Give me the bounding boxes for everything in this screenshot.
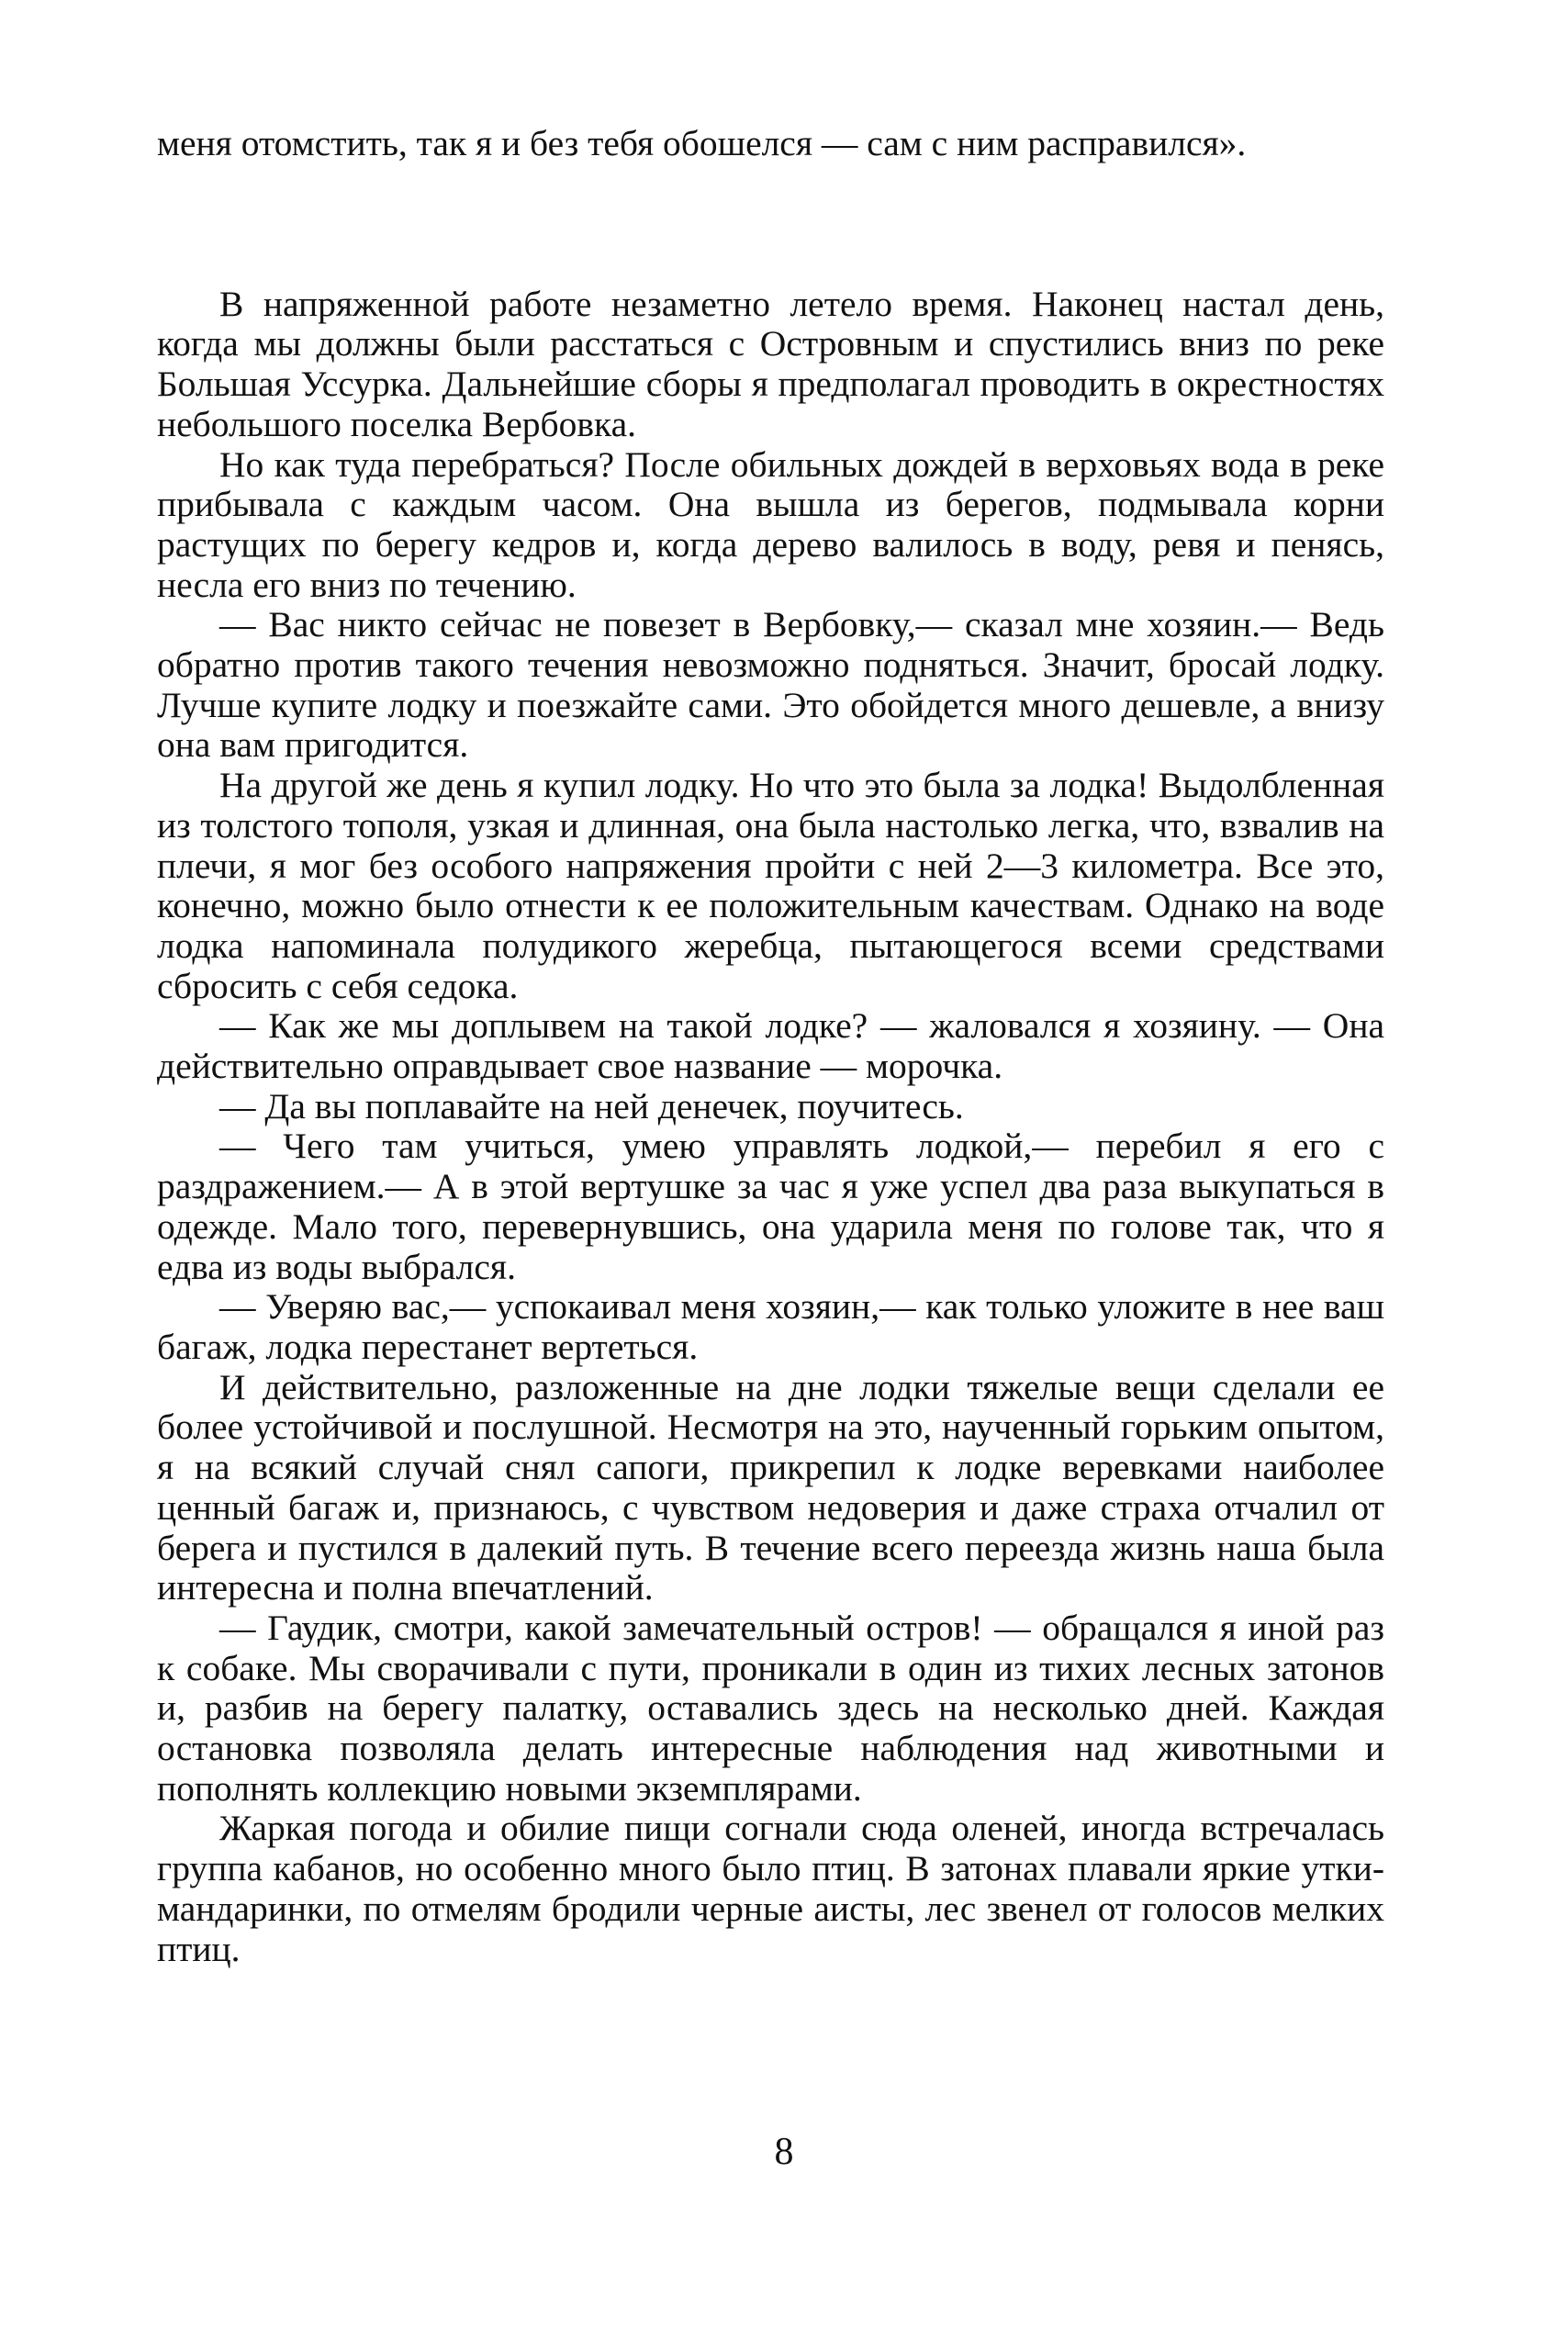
dialogue-paragraph: — Вас никто сейчас не повезет в Вербовку,— сказал мне хозяин.— Ведь обратно против такого течения невозможно подняться. Значит, бросай лодку. Лучше купите лодку и поезжайте сами. Это обойдется много дешевле, а внизу она вам пригодится.	[157, 604, 1384, 766]
dialogue-paragraph: — Гаудик, смотри, какой замечательный остров! — обращался я иной раз к собаке. Мы сворачивали с пути, проникали в один из тихих лесных затонов и, разбив на берегу палатку, оставались здесь на несколько дней. Каждая остановка позволяла делать интересные наблюдения над животными и пополнять коллекцию новыми экземплярами.	[157, 1607, 1384, 1809]
dialogue-paragraph: — Как же мы доплывем на такой лодке? — жаловался я хозяину. — Она действительно оправдывает свое название — морочка.	[157, 1005, 1384, 1087]
dialogue-paragraph: — Да вы поплавайте на ней денечек, поучитесь.	[219, 1085, 964, 1126]
continuation-paragraph: меня отомстить, так я и без тебя обошелся — сам с ним расправился».	[157, 123, 1247, 163]
paragraph: В напряженной работе незаметно летело время. Наконец настал день, когда мы должны были расстаться с Островным и спустились вниз по реке Большая Уссурка. Дальнейшие сборы я предполагал проводить в окрестностях небольшого поселка Вербовка.	[157, 283, 1384, 444]
page-body	[157, 124, 1384, 1969]
paragraph: На другой же день я купил лодку. Но что это была за лодка! Выдолбленная из толстого тополя, узкая и длинная, она была настолько легка, что, взвалив на плечи, я мог без особого напряжения пройти с ней 2—3 километра. Все это, конечно, можно было отнести к ее положительным качествам. Однако на воде лодка напоминала полудикого жеребца, пытающегося всеми средствами сбросить с себя седока.	[157, 765, 1384, 1006]
paragraph: И действительно, разложенные на дне лодки тяжелые вещи сделали ее более устойчивой и послушной. Несмотря на это, наученный горьким опытом, я на всякий случай снял сапоги, прикрепил к лодке веревками наиболее ценный багаж и, признаюсь, с чувством недоверия и даже страха отчалил от берега и пустился в далекий путь. В течение всего переезда жизнь наша была интересна и полна впечатлений.	[157, 1366, 1384, 1608]
paragraph: Но как туда перебраться? После обильных дождей в верховьях вода в реке прибывала с каждым часом. Она вышла из берегов, подмывала корни растущих по берегу кедров и, когда дерево валилось в воду, ревя и пенясь, несла его вниз по течению.	[157, 443, 1384, 605]
dialogue-paragraph: — Уверяю вас,— успокаивал меня хозяин,— как только уложите в нее ваш багаж, лодка перестанет вертеться.	[157, 1286, 1384, 1367]
page-number: 8	[774, 2131, 794, 2173]
dialogue-paragraph: — Чего там учиться, умею управлять лодкой,— перебил я его с раздражением.— А в этой вертушке за час я уже успел два раза выкупаться в одежде. Мало того, перевернувшись, она ударила меня по голове так, что я едва из воды выбрался.	[157, 1126, 1384, 1287]
paragraph: Жаркая погода и обилие пищи согнали сюда оленей, иногда встречалась группа кабанов, но особенно много было птиц. В затонах плавали яркие утки-мандаринки, по отмелям бродили черные аисты, лес звенел от голосов мелких птиц.	[157, 1808, 1384, 1969]
section-gap	[157, 164, 1384, 285]
